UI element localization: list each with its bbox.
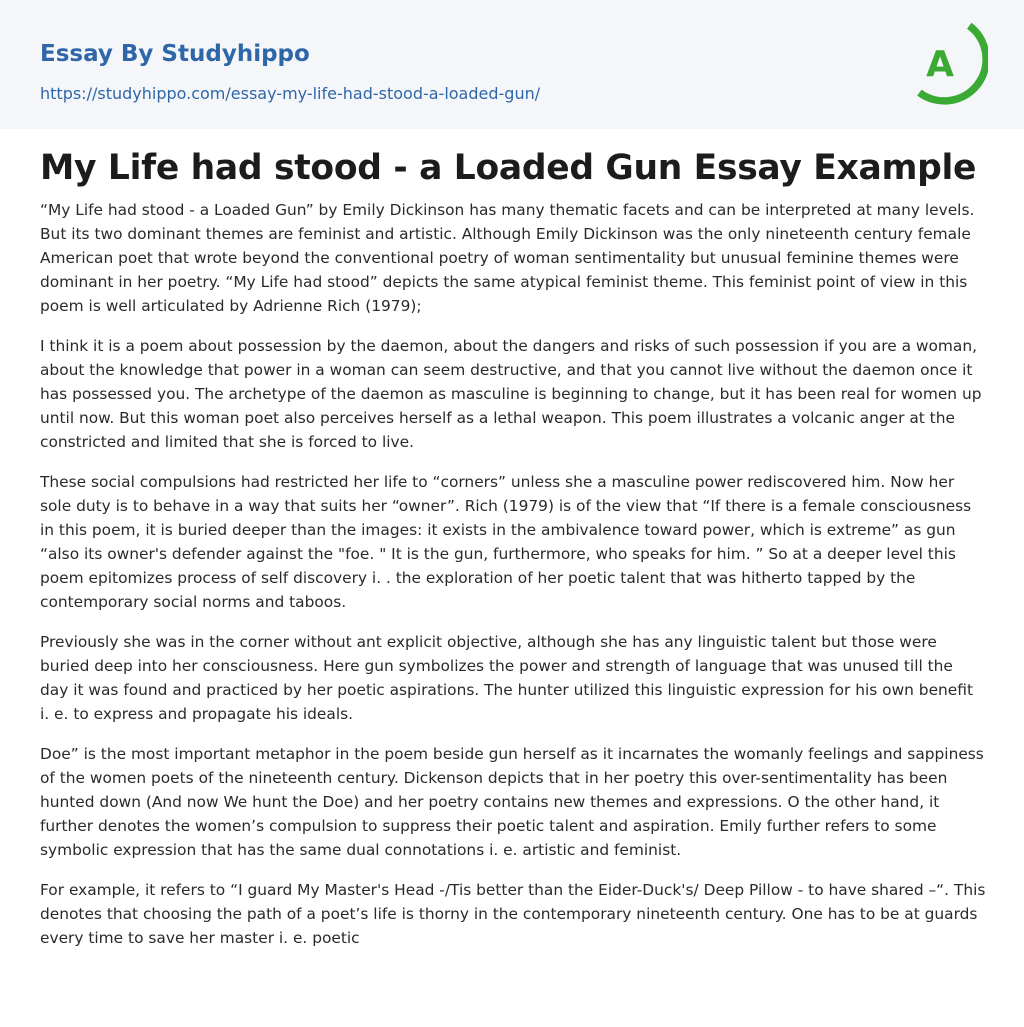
site-brand[interactable]: Essay By Studyhippo (40, 41, 310, 67)
article-paragraph: For example, it refers to “I guard My Master's Head -/Tis better than the Eider-Duck's/ Deep Pillow - to have shared –“. This denotes that choosing the path of a poet’s life is thorny in the contemporary nineteenth century. One has to be at guards every time to save her master i. e. poetic (40, 881, 986, 947)
article-paragraph: Doe” is the most important metaphor in the poem beside gun herself as it incarnates the womanly feelings and sappiness of the women poets of the nineteenth century. Dickenson depicts that in her poetry this over-sentimentality has been hunted down (And now We hunt the Doe) and her poetry contains new themes and expressions. O the other hand, it further denotes the women’s compulsion to suppress their poetic talent and aspiration. Emily further refers to some symbolic expression that has the same dual connotations i. e. artistic and feminist. (40, 745, 984, 859)
studyhippo-logo-icon[interactable] (910, 18, 988, 106)
logo-letter: A (926, 44, 954, 85)
article (40, 144, 986, 966)
article-paragraph: Previously she was in the corner without ant explicit objective, although she has any linguistic talent but those were buried deep into her consciousness. Here gun symbolizes the power and strength of language that was unused till the day it was found and practiced by her poetic aspirations. The hunter utilized this linguistic expression for his own benefit i. e. to express and propagate his ideals. (40, 633, 973, 723)
page-url-link[interactable]: https://studyhippo.com/essay-my-life-had-stood-a-loaded-gun/ (40, 84, 541, 103)
article-paragraph: These social compulsions had restricted her life to “corners” unless she a masculine power rediscovered him. Now her sole duty is to behave in a way that suits her “owner”. Rich (1979) is of the view that “If there is a female consciousness in this poem, it is buried deeper than the images: it exists in the ambivalence toward power, which is extreme” as gun “also its owner's defender against the "foe. " It is the gun, furthermore, who speaks for him. ” So at a deeper level this poem epitomizes process of self discovery i. . the exploration of her poetic talent that was hitherto tapped by the contemporary social norms and taboos. (40, 473, 972, 611)
article-paragraph: I think it is a poem about possession by the daemon, about the dangers and risks of such possession if you are a woman, about the knowledge that power in a woman can seem destructive, and that you cannot live without the daemon once it has possessed you. The archetype of the daemon as masculine is beginning to change, but it has been real for women up until now. But this woman poet also perceives herself as a lethal weapon. This poem illustrates a volcanic anger at the constricted and limited that she is forced to live. (40, 337, 982, 451)
site-header (0, 0, 1024, 129)
article-title: My Life had stood - a Loaded Gun Essay Example (40, 148, 977, 188)
article-paragraph: “My Life had stood - a Loaded Gun” by Emily Dickinson has many thematic facets and can be interpreted at many levels. But its two dominant themes are feminist and artistic. Although Emily Dickinson was the only nineteenth century female American poet that wrote beyond the conventional poetry of woman sentimentality but unusual feminine themes were dominant in her poetry. “My Life had stood” depicts the same atypical feminist theme. This feminist point of view in this poem is well articulated by Adrienne Rich (1979); (40, 201, 975, 315)
